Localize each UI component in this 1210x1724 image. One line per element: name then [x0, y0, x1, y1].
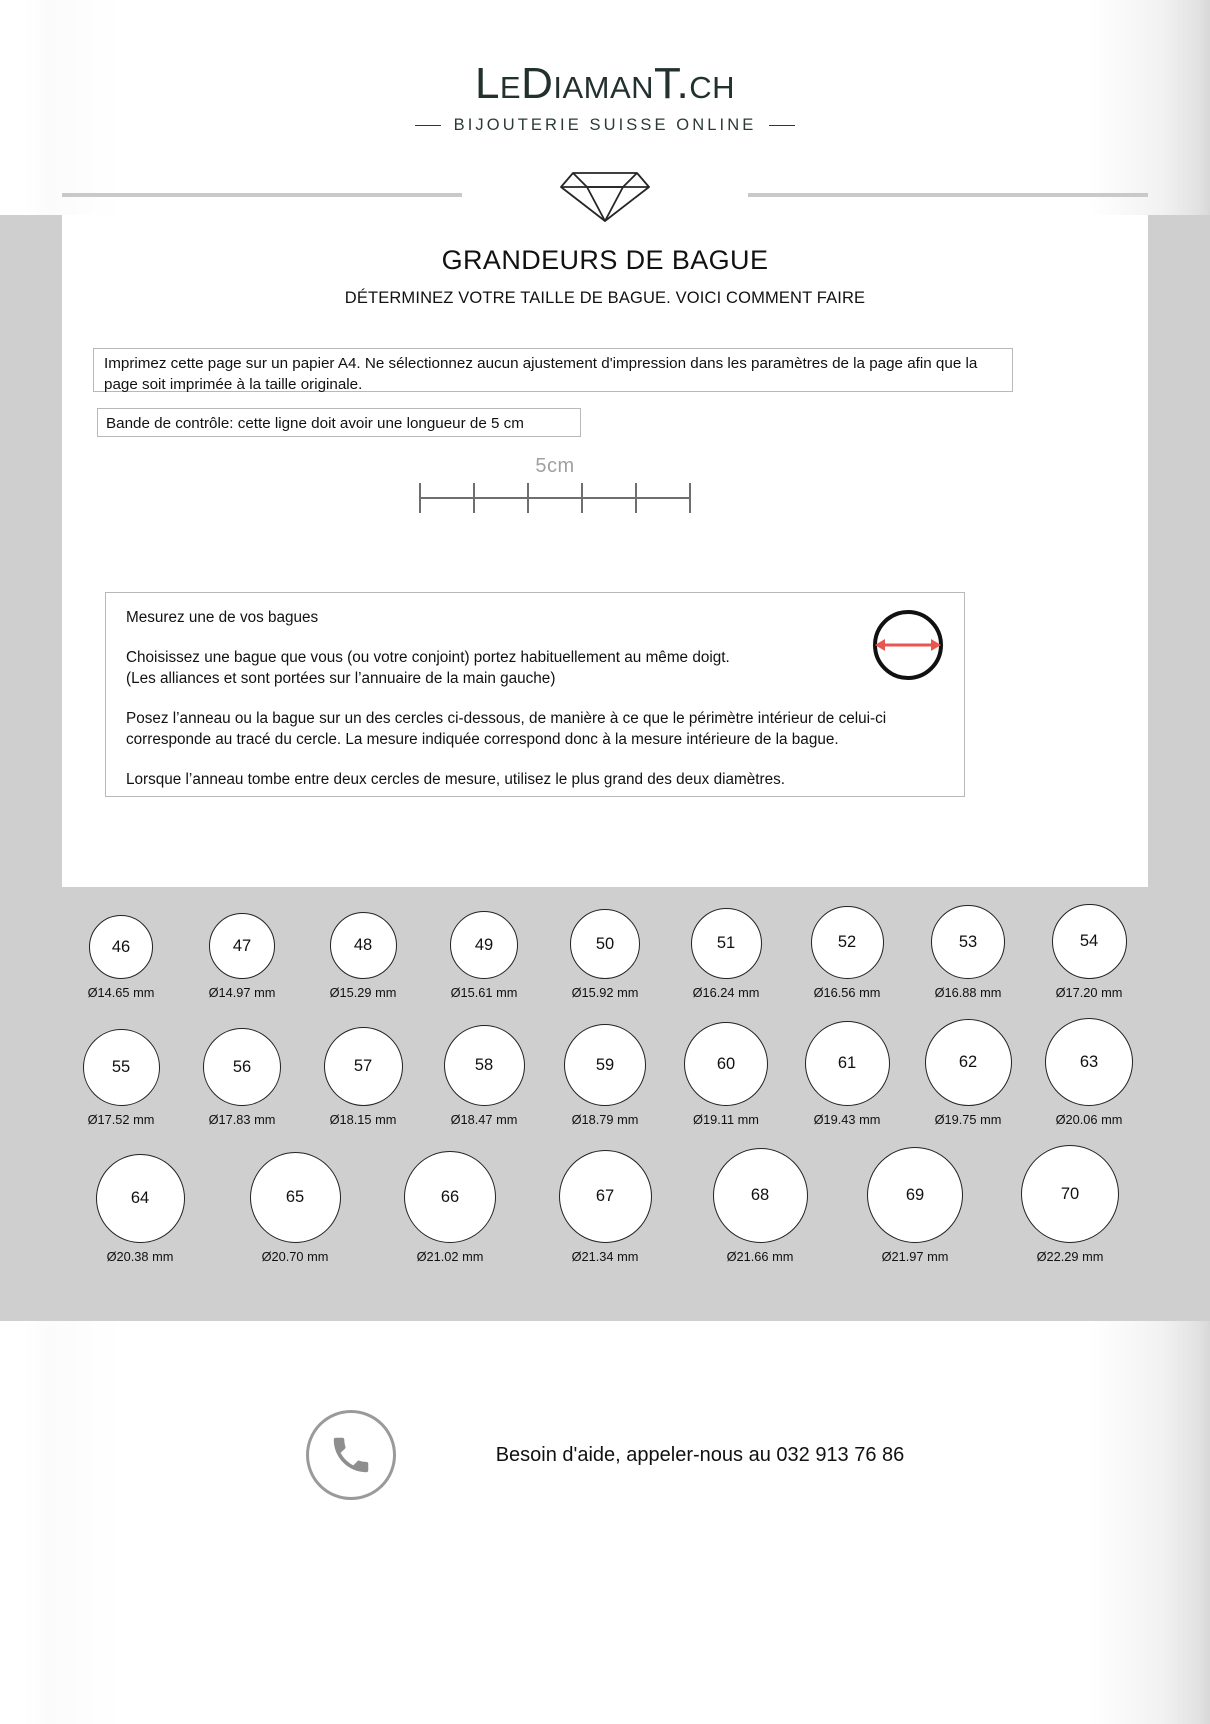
ring-size-circle[interactable]: 60	[684, 1022, 768, 1106]
tagline-dash-left	[415, 125, 441, 127]
ring-size-circle-holder	[89, 900, 153, 979]
ring-size-circle-holder	[713, 1141, 808, 1243]
grey-margin-left	[0, 215, 62, 887]
ring-size-circle[interactable]: 47	[209, 913, 275, 979]
tagline-dash-right	[769, 125, 795, 127]
ruler-tick	[635, 483, 637, 513]
ring-size-diameter-label: Ø18.79 mm	[571, 1112, 639, 1127]
ring-size-circle[interactable]: 50	[570, 909, 640, 979]
ring-size-cell-66[interactable]	[373, 1141, 528, 1264]
ring-size-cell-61[interactable]	[787, 1014, 908, 1127]
phone-icon	[306, 1410, 396, 1500]
ring-size-circle-holder	[96, 1141, 185, 1243]
ring-size-circle[interactable]: 46	[89, 915, 153, 979]
ring-size-diameter-label: Ø16.56 mm	[813, 985, 881, 1000]
ring-size-circle[interactable]: 53	[931, 905, 1005, 979]
ring-size-cell-68[interactable]	[683, 1141, 838, 1264]
ring-size-cell-57[interactable]	[303, 1014, 424, 1127]
ruler-tick	[419, 483, 421, 513]
ruler-tick	[581, 483, 583, 513]
ring-size-cell-59[interactable]	[545, 1014, 666, 1127]
ring-size-circle[interactable]: 70	[1021, 1145, 1119, 1243]
ring-size-cell-65[interactable]	[218, 1141, 373, 1264]
control-band-text: Bande de contrôle: cette ligne doit avoir une longueur de 5 cm	[106, 415, 524, 432]
ruler-tick	[473, 483, 475, 513]
ring-size-circle-holder	[684, 1014, 768, 1106]
ring-size-circle[interactable]: 49	[450, 911, 518, 979]
ring-size-diameter-label: Ø19.11 mm	[693, 1112, 759, 1127]
ring-size-diameter-label: Ø17.52 mm	[87, 1112, 155, 1127]
ring-size-cell-67[interactable]	[528, 1141, 683, 1264]
measure-heading: Mesurez une de vos bagues	[126, 609, 319, 626]
ring-size-cell-53[interactable]	[908, 900, 1029, 1000]
header-divider	[62, 185, 1148, 215]
size-row	[0, 900, 1210, 1000]
ring-size-circle-holder	[250, 1141, 341, 1243]
ruler-tick	[689, 483, 691, 513]
footer-help	[0, 1395, 1210, 1515]
ring-size-circle-holder	[1052, 900, 1127, 979]
ring-size-circle-holder	[811, 900, 884, 979]
ring-size-circle-holder	[324, 1014, 403, 1106]
page-title: GRANDEURS DE BAGUE	[441, 245, 769, 275]
ring-size-circle-holder	[83, 1014, 160, 1106]
ring-size-diameter-label: Ø14.65 mm	[87, 985, 155, 1000]
measure-instruction-box	[105, 592, 965, 797]
ring-size-circle-holder	[564, 1014, 646, 1106]
ring-size-cell-51[interactable]	[666, 900, 787, 1000]
ring-size-diameter-label: Ø17.20 mm	[1055, 985, 1123, 1000]
size-row	[0, 1141, 1210, 1264]
ring-size-diameter-label: Ø22.29 mm	[1036, 1249, 1104, 1264]
ring-size-diameter-label: Ø14.97 mm	[208, 985, 276, 1000]
ruler-tick	[527, 483, 529, 513]
brand-logo	[0, 59, 1210, 135]
spacer	[126, 750, 944, 769]
ring-size-circle[interactable]: 62	[925, 1019, 1012, 1106]
ring-size-diameter-label: Ø15.29 mm	[329, 985, 397, 1000]
ring-size-circle[interactable]: 63	[1045, 1018, 1133, 1106]
ring-size-diameter-label: Ø21.34 mm	[571, 1249, 639, 1264]
ring-size-circle[interactable]: 69	[867, 1147, 963, 1243]
ring-size-diameter-label: Ø20.38 mm	[106, 1249, 174, 1264]
ring-size-circle[interactable]: 68	[713, 1148, 808, 1243]
ring-size-diameter-label: Ø17.83 mm	[208, 1112, 276, 1127]
ring-size-circle-holder	[867, 1141, 963, 1243]
ring-size-cell-70[interactable]	[993, 1141, 1148, 1264]
logo-tagline	[0, 116, 1210, 135]
ring-size-circle[interactable]: 65	[250, 1152, 341, 1243]
ring-size-circle[interactable]: 59	[564, 1024, 646, 1106]
ring-size-circle-holder	[559, 1141, 652, 1243]
ring-size-diameter-label: Ø19.75 mm	[934, 1112, 1002, 1127]
diamond-icon	[557, 163, 653, 230]
ring-size-cell-62[interactable]	[908, 1014, 1029, 1127]
print-instruction-box	[93, 348, 1013, 392]
ring-size-circle[interactable]: 61	[805, 1021, 890, 1106]
spacer	[126, 689, 944, 708]
divider-bar-right	[748, 193, 1148, 197]
ring-size-diameter-label: Ø18.47 mm	[450, 1112, 518, 1127]
measure-paragraph-2-line-2: corresponde au tracé du cercle. La mesure indiquée correspond donc à la mesure intérieure de la bague.	[126, 731, 839, 748]
measure-paragraph-1-line-2: (Les alliances et sont portées sur l’annuaire de la main gauche)	[126, 670, 556, 687]
ring-size-circle-holder	[203, 1014, 281, 1106]
ring-size-diameter-label: Ø20.06 mm	[1055, 1112, 1123, 1127]
ring-size-circle-holder	[805, 1014, 890, 1106]
ring-size-circle[interactable]: 66	[404, 1151, 496, 1243]
footer-help-text: Besoin d'aide, appeler-nous au 032 913 76 86	[495, 1443, 905, 1466]
ring-size-circle-holder	[570, 900, 640, 979]
ring-size-cell-54[interactable]	[1029, 900, 1150, 1000]
ring-size-circle[interactable]: 58	[444, 1025, 525, 1106]
ring-size-diameter-label: Ø20.70 mm	[261, 1249, 329, 1264]
ring-size-diameter-label: Ø15.61 mm	[450, 985, 518, 1000]
measure-paragraph-3: Lorsque l’anneau tombe entre deux cercles de mesure, utilisez le plus grand des deux diamètres.	[126, 771, 785, 788]
size-row	[0, 1014, 1210, 1127]
ring-size-circle-holder	[209, 900, 275, 979]
ring-size-circle[interactable]: 57	[324, 1027, 403, 1106]
ring-size-diameter-label: Ø21.02 mm	[416, 1249, 484, 1264]
ring-size-diameter-label: Ø19.43 mm	[813, 1112, 881, 1127]
ring-size-circle[interactable]: 67	[559, 1150, 652, 1243]
ruler-5cm	[415, 455, 695, 525]
ring-diameter-arrow-icon	[870, 607, 946, 689]
ring-size-cell-69[interactable]	[838, 1141, 993, 1264]
ring-size-cell-56[interactable]	[182, 1014, 303, 1127]
ring-size-cell-52[interactable]	[787, 900, 908, 1000]
ring-size-circle-holder	[1021, 1141, 1119, 1243]
spacer	[126, 628, 944, 647]
ring-size-circle[interactable]: 48	[330, 912, 397, 979]
ring-size-cell-58[interactable]	[424, 1014, 545, 1127]
measure-paragraph-2-line-1: Posez l’anneau ou la bague sur un des cercles ci-dessous, de manière à ce que le périmètre intérieur de celui-ci	[126, 710, 887, 727]
ring-size-circle[interactable]: 54	[1052, 904, 1127, 979]
grey-margin-right	[1148, 215, 1210, 887]
ring-size-cell-60[interactable]	[666, 1014, 787, 1127]
control-band-box	[97, 408, 581, 437]
ring-size-cell-64[interactable]	[63, 1141, 218, 1264]
ring-size-circle-holder	[1045, 1014, 1133, 1106]
ring-size-cell-63[interactable]	[1029, 1014, 1150, 1127]
ring-size-diameter-label: Ø16.24 mm	[692, 985, 760, 1000]
divider-bar-left	[62, 193, 462, 197]
measure-paragraph-1-line-1: Choisissez une bague que vous (ou votre conjoint) portez habituellement au même doigt.	[126, 649, 730, 666]
ring-size-circle-holder	[925, 1014, 1012, 1106]
ring-size-diameter-label: Ø16.88 mm	[934, 985, 1002, 1000]
ruler-label: 5cm	[535, 455, 575, 477]
ruler-line	[419, 497, 691, 499]
ring-size-cell-48[interactable]	[303, 900, 424, 1000]
ring-size-circle-holder	[931, 900, 1005, 979]
ring-size-circle[interactable]: 52	[811, 906, 884, 979]
logo-text: LeDiamanT.ch	[474, 59, 736, 108]
tagline-text: BIJOUTERIE SUISSE ONLINE	[453, 116, 757, 134]
ring-size-circle[interactable]: 64	[96, 1154, 185, 1243]
ring-size-cell-46[interactable]	[61, 900, 182, 1000]
ring-size-circle[interactable]: 55	[83, 1029, 160, 1106]
ring-size-circle-holder	[450, 900, 518, 979]
ring-size-diameter-label: Ø15.92 mm	[571, 985, 639, 1000]
ring-size-diameter-label: Ø21.66 mm	[726, 1249, 794, 1264]
print-instruction-text: Imprimez cette page sur un papier A4. Ne sélectionnez aucun ajustement d'impression dans les paramètres de la page afin que la page soit imprimée à la taille originale.	[104, 355, 978, 393]
ring-size-circle[interactable]: 51	[691, 908, 762, 979]
ring-size-circle-holder	[330, 900, 397, 979]
ring-size-circle-holder	[404, 1141, 496, 1243]
ring-size-grid	[0, 900, 1210, 1264]
ring-size-circle-holder	[444, 1014, 525, 1106]
ring-size-circle[interactable]: 56	[203, 1028, 281, 1106]
ring-size-cell-47[interactable]	[182, 900, 303, 1000]
ring-size-cell-50[interactable]	[545, 900, 666, 1000]
ring-size-diameter-label: Ø21.97 mm	[881, 1249, 949, 1264]
ring-size-diameter-label: Ø18.15 mm	[329, 1112, 397, 1127]
ring-size-cell-55[interactable]	[61, 1014, 182, 1127]
page-subtitle: DÉTERMINEZ VOTRE TAILLE DE BAGUE. VOICI COMMENT FAIRE	[344, 289, 866, 307]
ring-size-cell-49[interactable]	[424, 900, 545, 1000]
ring-size-circle-holder	[691, 900, 762, 979]
